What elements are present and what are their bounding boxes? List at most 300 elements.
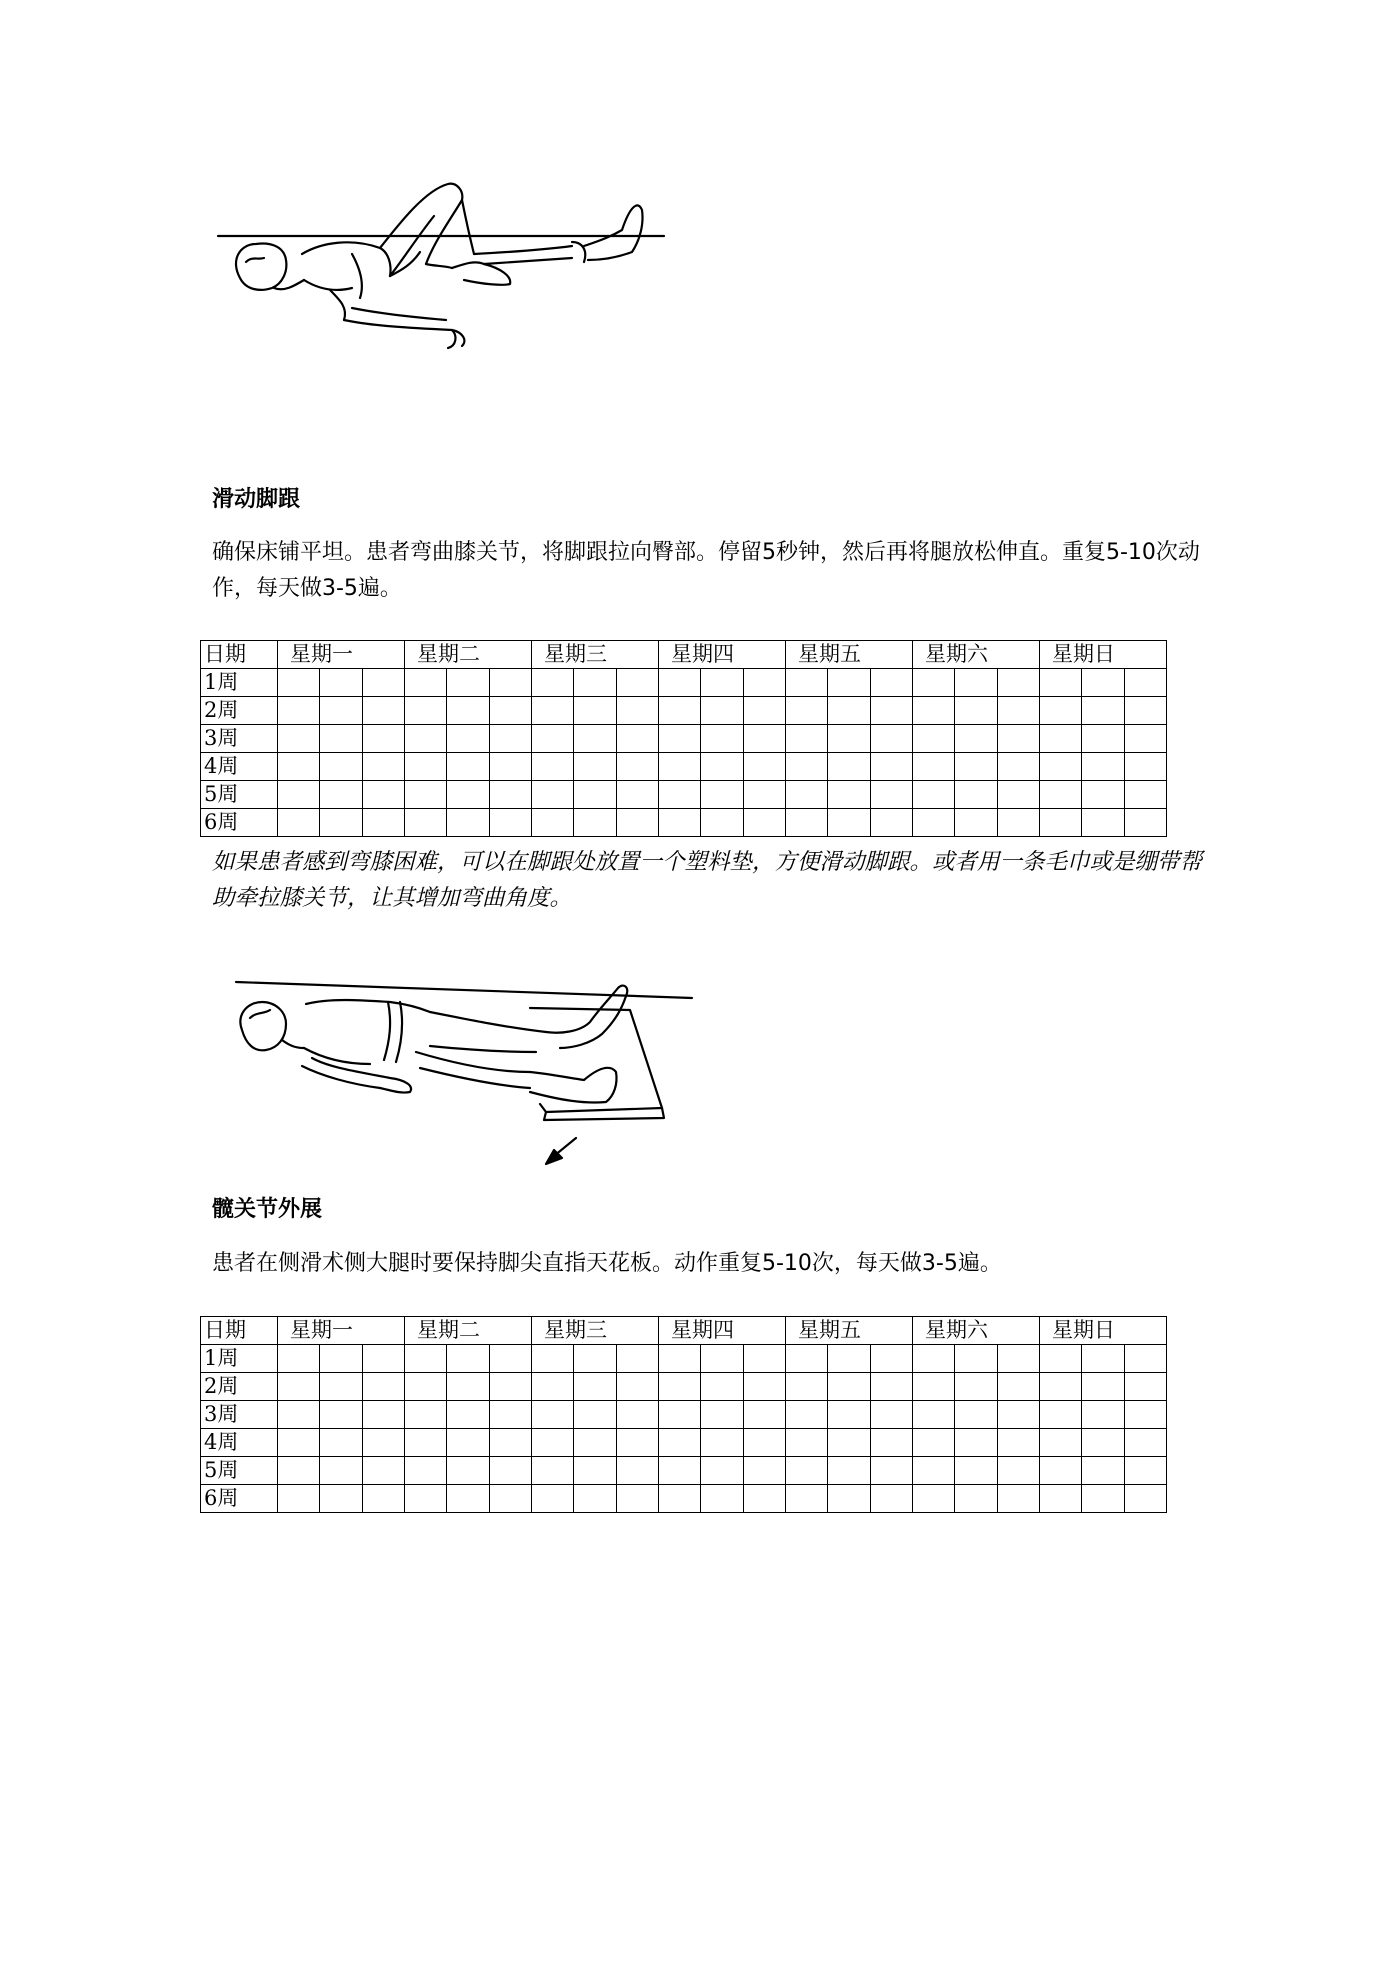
log-checkbox-cell[interactable]: [998, 809, 1040, 837]
log-checkbox-cell[interactable]: [617, 697, 659, 725]
log-checkbox-cell[interactable]: [278, 1373, 320, 1401]
table-row: [201, 753, 1167, 781]
log-checkbox-cell[interactable]: [913, 725, 955, 753]
log-checkbox-cell[interactable]: [1125, 809, 1167, 837]
log-checkbox-cell[interactable]: [532, 669, 574, 697]
log-checkbox-cell[interactable]: [786, 1429, 828, 1457]
log-checkbox-cell[interactable]: [955, 1457, 998, 1485]
log-checkbox-cell[interactable]: [701, 697, 744, 725]
log-checkbox-cell[interactable]: [278, 1345, 320, 1373]
log-checkbox-cell[interactable]: [828, 1429, 871, 1457]
log-checkbox-cell[interactable]: [1040, 809, 1082, 837]
log-checkbox-cell[interactable]: [659, 753, 701, 781]
hip-abduction-illustration: [230, 968, 710, 1168]
person-lying-leg-abduction-icon: [230, 968, 710, 1168]
log-checkbox-cell[interactable]: [1125, 1485, 1167, 1513]
log-checkbox-cell[interactable]: [278, 1457, 320, 1485]
log-checkbox-cell[interactable]: [278, 781, 320, 809]
log-checkbox-cell[interactable]: [998, 1485, 1040, 1513]
table-corner-label: 日期: [201, 641, 278, 669]
log-checkbox-cell[interactable]: [574, 1485, 617, 1513]
table-row: [201, 669, 1167, 697]
table-day-header: 星期四: [659, 641, 786, 669]
log-checkbox-cell[interactable]: [363, 669, 405, 697]
log-checkbox-cell[interactable]: [955, 697, 998, 725]
log-checkbox-cell[interactable]: [617, 1457, 659, 1485]
log-checkbox-cell[interactable]: [320, 669, 363, 697]
section-description-heel-slide: 确保床铺平坦。患者弯曲膝关节，将脚跟拉向臀部。停留5秒钟，然后再将腿放松伸直。重复5-10次动作，每天做3-5遍。: [212, 540, 1200, 601]
log-checkbox-cell[interactable]: [659, 1429, 701, 1457]
log-checkbox-cell[interactable]: [1040, 1457, 1082, 1485]
log-checkbox-cell[interactable]: [871, 1401, 913, 1429]
table-day-header: 星期五: [786, 1317, 913, 1345]
log-checkbox-cell[interactable]: [659, 697, 701, 725]
log-checkbox-cell[interactable]: [1040, 1345, 1082, 1373]
log-checkbox-cell[interactable]: [363, 1345, 405, 1373]
table-day-header: 星期日: [1040, 641, 1167, 669]
log-checkbox-cell[interactable]: [1082, 1485, 1125, 1513]
log-checkbox-cell[interactable]: [913, 669, 955, 697]
log-checkbox-cell[interactable]: [786, 697, 828, 725]
log-checkbox-cell[interactable]: [617, 1373, 659, 1401]
log-checkbox-cell[interactable]: [955, 809, 998, 837]
log-checkbox-cell[interactable]: [1040, 697, 1082, 725]
log-checkbox-cell[interactable]: [1040, 1485, 1082, 1513]
log-checkbox-cell[interactable]: [744, 1429, 786, 1457]
log-checkbox-cell[interactable]: [574, 1429, 617, 1457]
log-checkbox-cell[interactable]: [744, 1373, 786, 1401]
log-checkbox-cell[interactable]: [786, 1457, 828, 1485]
log-checkbox-cell[interactable]: [828, 1373, 871, 1401]
log-checkbox-cell[interactable]: [490, 781, 532, 809]
log-checkbox-cell[interactable]: [701, 1485, 744, 1513]
log-checkbox-cell[interactable]: [1040, 781, 1082, 809]
log-checkbox-cell[interactable]: [871, 809, 913, 837]
log-checkbox-cell[interactable]: [955, 1345, 998, 1373]
person-lying-knee-bent-icon: [212, 180, 702, 380]
log-checkbox-cell[interactable]: [1082, 753, 1125, 781]
log-checkbox-cell[interactable]: [405, 753, 447, 781]
log-checkbox-cell[interactable]: [998, 1429, 1040, 1457]
log-checkbox-cell[interactable]: [574, 1457, 617, 1485]
table-week-label: 5周: [201, 1457, 278, 1485]
log-checkbox-cell[interactable]: [320, 1373, 363, 1401]
exercise-log-table-heel-slide: [200, 640, 1167, 837]
log-checkbox-cell[interactable]: [786, 1345, 828, 1373]
log-checkbox-cell[interactable]: [744, 1457, 786, 1485]
log-checkbox-cell[interactable]: [659, 781, 701, 809]
log-checkbox-cell[interactable]: [405, 1485, 447, 1513]
log-checkbox-cell[interactable]: [532, 725, 574, 753]
table-row: [201, 1373, 1167, 1401]
log-checkbox-cell[interactable]: [828, 1485, 871, 1513]
exercise-log-table-hip-abduction: [200, 1316, 1167, 1513]
log-checkbox-cell[interactable]: [744, 725, 786, 753]
log-checkbox-cell[interactable]: [363, 809, 405, 837]
log-checkbox-cell[interactable]: [320, 753, 363, 781]
log-checkbox-cell[interactable]: [320, 1429, 363, 1457]
log-checkbox-cell[interactable]: [405, 1401, 447, 1429]
log-checkbox-cell[interactable]: [617, 1485, 659, 1513]
table-week-label: 2周: [201, 1373, 278, 1401]
log-checkbox-cell[interactable]: [532, 1345, 574, 1373]
log-checkbox-cell[interactable]: [447, 725, 490, 753]
log-checkbox-cell[interactable]: [532, 1457, 574, 1485]
table-week-label: 3周: [201, 1401, 278, 1429]
log-checkbox-cell[interactable]: [1082, 1457, 1125, 1485]
log-checkbox-cell[interactable]: [828, 697, 871, 725]
log-checkbox-cell[interactable]: [955, 1485, 998, 1513]
log-checkbox-cell[interactable]: [1125, 725, 1167, 753]
log-checkbox-cell[interactable]: [871, 669, 913, 697]
log-checkbox-cell[interactable]: [659, 1401, 701, 1429]
log-checkbox-cell[interactable]: [828, 1401, 871, 1429]
log-checkbox-cell[interactable]: [532, 809, 574, 837]
table-day-header: 星期二: [405, 1317, 532, 1345]
log-checkbox-cell[interactable]: [701, 1429, 744, 1457]
log-checkbox-cell[interactable]: [490, 697, 532, 725]
log-checkbox-cell[interactable]: [447, 1401, 490, 1429]
log-checkbox-cell[interactable]: [278, 725, 320, 753]
log-checkbox-cell[interactable]: [447, 1373, 490, 1401]
log-checkbox-cell[interactable]: [617, 809, 659, 837]
log-checkbox-cell[interactable]: [532, 1429, 574, 1457]
log-checkbox-cell[interactable]: [998, 1373, 1040, 1401]
log-checkbox-cell[interactable]: [574, 1401, 617, 1429]
log-checkbox-cell[interactable]: [320, 1457, 363, 1485]
log-checkbox-cell[interactable]: [532, 1373, 574, 1401]
log-checkbox-cell[interactable]: [659, 725, 701, 753]
log-checkbox-cell[interactable]: [871, 1429, 913, 1457]
log-checkbox-cell[interactable]: [490, 1373, 532, 1401]
log-checkbox-cell[interactable]: [1082, 725, 1125, 753]
log-checkbox-cell[interactable]: [744, 669, 786, 697]
log-checkbox-cell[interactable]: [998, 697, 1040, 725]
table-week-label: 6周: [201, 1485, 278, 1513]
table-day-header: 星期三: [532, 641, 659, 669]
log-checkbox-cell[interactable]: [574, 753, 617, 781]
log-checkbox-cell[interactable]: [278, 753, 320, 781]
log-checkbox-cell[interactable]: [574, 781, 617, 809]
heel-slide-illustration: [212, 180, 702, 380]
log-checkbox-cell[interactable]: [278, 1485, 320, 1513]
log-checkbox-cell[interactable]: [701, 725, 744, 753]
log-checkbox-cell[interactable]: [744, 781, 786, 809]
log-checkbox-cell[interactable]: [405, 725, 447, 753]
log-checkbox-cell[interactable]: [913, 1373, 955, 1401]
log-checkbox-cell[interactable]: [1040, 725, 1082, 753]
log-checkbox-cell[interactable]: [1082, 1401, 1125, 1429]
log-checkbox-cell[interactable]: [701, 753, 744, 781]
log-checkbox-cell[interactable]: [786, 809, 828, 837]
log-checkbox-cell[interactable]: [1040, 669, 1082, 697]
log-checkbox-cell[interactable]: [913, 1345, 955, 1373]
log-checkbox-cell[interactable]: [1125, 1429, 1167, 1457]
log-checkbox-cell[interactable]: [363, 1485, 405, 1513]
log-checkbox-cell[interactable]: [363, 1457, 405, 1485]
log-checkbox-cell[interactable]: [786, 725, 828, 753]
log-checkbox-cell[interactable]: [490, 669, 532, 697]
log-checkbox-cell[interactable]: [998, 1457, 1040, 1485]
log-checkbox-cell[interactable]: [913, 1401, 955, 1429]
table-week-label: 5周: [201, 781, 278, 809]
log-checkbox-cell[interactable]: [913, 781, 955, 809]
log-checkbox-cell[interactable]: [574, 725, 617, 753]
log-checkbox-cell[interactable]: [701, 809, 744, 837]
table-row: [201, 1429, 1167, 1457]
table-corner-label: 日期: [201, 1317, 278, 1345]
log-checkbox-cell[interactable]: [1125, 1345, 1167, 1373]
log-checkbox-cell[interactable]: [1040, 1429, 1082, 1457]
log-checkbox-cell[interactable]: [871, 1457, 913, 1485]
log-checkbox-cell[interactable]: [659, 1485, 701, 1513]
log-checkbox-cell[interactable]: [363, 725, 405, 753]
log-checkbox-cell[interactable]: [363, 1429, 405, 1457]
table-row: [201, 1457, 1167, 1485]
table-day-header: 星期六: [913, 1317, 1040, 1345]
log-checkbox-cell[interactable]: [363, 753, 405, 781]
table-week-label: 6周: [201, 809, 278, 837]
log-checkbox-cell[interactable]: [913, 753, 955, 781]
log-checkbox-cell[interactable]: [532, 697, 574, 725]
table-week-label: 1周: [201, 1345, 278, 1373]
log-checkbox-cell[interactable]: [320, 1401, 363, 1429]
log-checkbox-cell[interactable]: [405, 669, 447, 697]
log-checkbox-cell[interactable]: [828, 1345, 871, 1373]
log-checkbox-cell[interactable]: [320, 725, 363, 753]
log-checkbox-cell[interactable]: [1125, 1457, 1167, 1485]
log-checkbox-cell[interactable]: [744, 753, 786, 781]
log-checkbox-cell[interactable]: [532, 781, 574, 809]
log-checkbox-cell[interactable]: [617, 1345, 659, 1373]
log-checkbox-cell[interactable]: [871, 1373, 913, 1401]
table-day-header: 星期五: [786, 641, 913, 669]
log-checkbox-cell[interactable]: [913, 1429, 955, 1457]
log-checkbox-cell[interactable]: [998, 753, 1040, 781]
log-checkbox-cell[interactable]: [744, 1345, 786, 1373]
log-checkbox-cell[interactable]: [659, 809, 701, 837]
log-checkbox-cell[interactable]: [1082, 697, 1125, 725]
log-checkbox-cell[interactable]: [955, 1401, 998, 1429]
section-description-hip-abduction: 患者在侧滑术侧大腿时要保持脚尖直指天花板。动作重复5-10次，每天做3-5遍。: [212, 1251, 1002, 1276]
table-week-label: 4周: [201, 1429, 278, 1457]
log-checkbox-cell[interactable]: [701, 1373, 744, 1401]
table-row: [201, 1345, 1167, 1373]
log-checkbox-cell[interactable]: [447, 1457, 490, 1485]
log-checkbox-cell[interactable]: [1082, 1429, 1125, 1457]
log-checkbox-cell[interactable]: [913, 1457, 955, 1485]
log-checkbox-cell[interactable]: [871, 781, 913, 809]
log-checkbox-cell[interactable]: [405, 1345, 447, 1373]
log-checkbox-cell[interactable]: [1125, 1401, 1167, 1429]
log-checkbox-cell[interactable]: [871, 753, 913, 781]
log-checkbox-cell[interactable]: [490, 1345, 532, 1373]
table-row: [201, 1485, 1167, 1513]
log-checkbox-cell[interactable]: [447, 809, 490, 837]
log-checkbox-cell[interactable]: [871, 697, 913, 725]
log-checkbox-cell[interactable]: [955, 669, 998, 697]
log-checkbox-cell[interactable]: [447, 1345, 490, 1373]
log-checkbox-cell[interactable]: [1125, 697, 1167, 725]
log-checkbox-cell[interactable]: [871, 725, 913, 753]
log-checkbox-cell[interactable]: [998, 1401, 1040, 1429]
log-checkbox-cell[interactable]: [447, 669, 490, 697]
log-checkbox-cell[interactable]: [490, 809, 532, 837]
log-checkbox-cell[interactable]: [617, 781, 659, 809]
log-checkbox-cell[interactable]: [786, 669, 828, 697]
log-checkbox-cell[interactable]: [913, 697, 955, 725]
log-checkbox-cell[interactable]: [1082, 1345, 1125, 1373]
log-checkbox-cell[interactable]: [278, 669, 320, 697]
log-checkbox-cell[interactable]: [828, 753, 871, 781]
log-checkbox-cell[interactable]: [786, 781, 828, 809]
table-day-header: 星期四: [659, 1317, 786, 1345]
table-day-header: 星期一: [278, 641, 405, 669]
table-header-row: [201, 1317, 1167, 1345]
section-heading-hip-abduction: 髋关节外展: [212, 1197, 323, 1222]
log-checkbox-cell[interactable]: [659, 669, 701, 697]
table-row: [201, 697, 1167, 725]
log-checkbox-cell[interactable]: [278, 1429, 320, 1457]
table-day-header: 星期一: [278, 1317, 405, 1345]
log-checkbox-cell[interactable]: [490, 725, 532, 753]
log-checkbox-cell[interactable]: [1125, 669, 1167, 697]
log-checkbox-cell[interactable]: [998, 725, 1040, 753]
log-checkbox-cell[interactable]: [532, 753, 574, 781]
log-checkbox-cell[interactable]: [701, 781, 744, 809]
log-checkbox-cell[interactable]: [744, 697, 786, 725]
log-checkbox-cell[interactable]: [363, 1373, 405, 1401]
log-checkbox-cell[interactable]: [1125, 753, 1167, 781]
log-checkbox-cell[interactable]: [1125, 1373, 1167, 1401]
log-checkbox-cell[interactable]: [320, 809, 363, 837]
log-checkbox-cell[interactable]: [786, 1373, 828, 1401]
log-checkbox-cell[interactable]: [955, 1373, 998, 1401]
log-checkbox-cell[interactable]: [659, 1373, 701, 1401]
log-checkbox-cell[interactable]: [447, 1429, 490, 1457]
log-checkbox-cell[interactable]: [447, 753, 490, 781]
log-checkbox-cell[interactable]: [744, 1401, 786, 1429]
log-checkbox-cell[interactable]: [786, 1401, 828, 1429]
log-checkbox-cell[interactable]: [1040, 1401, 1082, 1429]
log-checkbox-cell[interactable]: [574, 1345, 617, 1373]
log-checkbox-cell[interactable]: [701, 1457, 744, 1485]
log-checkbox-cell[interactable]: [490, 1429, 532, 1457]
log-checkbox-cell[interactable]: [405, 1429, 447, 1457]
log-checkbox-cell[interactable]: [320, 781, 363, 809]
table-row: [201, 1401, 1167, 1429]
log-checkbox-cell[interactable]: [320, 1345, 363, 1373]
log-checkbox-cell[interactable]: [913, 1485, 955, 1513]
log-checkbox-cell[interactable]: [828, 1457, 871, 1485]
log-checkbox-cell[interactable]: [490, 753, 532, 781]
log-checkbox-cell[interactable]: [659, 1345, 701, 1373]
log-checkbox-cell[interactable]: [701, 1345, 744, 1373]
log-checkbox-cell[interactable]: [574, 669, 617, 697]
log-checkbox-cell[interactable]: [490, 1401, 532, 1429]
log-checkbox-cell[interactable]: [871, 1345, 913, 1373]
log-checkbox-cell[interactable]: [405, 1373, 447, 1401]
log-checkbox-cell[interactable]: [490, 1485, 532, 1513]
log-checkbox-cell[interactable]: [363, 781, 405, 809]
log-checkbox-cell[interactable]: [405, 809, 447, 837]
log-checkbox-cell[interactable]: [955, 725, 998, 753]
log-checkbox-cell[interactable]: [617, 725, 659, 753]
log-checkbox-cell[interactable]: [617, 1401, 659, 1429]
log-checkbox-cell[interactable]: [828, 669, 871, 697]
log-checkbox-cell[interactable]: [1082, 669, 1125, 697]
log-checkbox-cell[interactable]: [617, 669, 659, 697]
log-checkbox-cell[interactable]: [701, 1401, 744, 1429]
log-checkbox-cell[interactable]: [659, 1457, 701, 1485]
log-checkbox-cell[interactable]: [363, 697, 405, 725]
log-checkbox-cell[interactable]: [998, 1345, 1040, 1373]
table-header-row: [201, 641, 1167, 669]
log-checkbox-cell[interactable]: [955, 781, 998, 809]
log-checkbox-cell[interactable]: [1082, 809, 1125, 837]
log-checkbox-cell[interactable]: [617, 1429, 659, 1457]
log-checkbox-cell[interactable]: [786, 1485, 828, 1513]
log-checkbox-cell[interactable]: [532, 1401, 574, 1429]
log-checkbox-cell[interactable]: [913, 809, 955, 837]
log-checkbox-cell[interactable]: [447, 1485, 490, 1513]
log-checkbox-cell[interactable]: [532, 1485, 574, 1513]
log-checkbox-cell[interactable]: [955, 1429, 998, 1457]
table-day-header: 星期日: [1040, 1317, 1167, 1345]
log-checkbox-cell[interactable]: [744, 809, 786, 837]
table-week-label: 1周: [201, 669, 278, 697]
table-week-label: 2周: [201, 697, 278, 725]
table-row: [201, 725, 1167, 753]
log-checkbox-cell[interactable]: [1125, 781, 1167, 809]
log-checkbox-cell[interactable]: [574, 1373, 617, 1401]
log-checkbox-cell[interactable]: [278, 809, 320, 837]
log-checkbox-cell[interactable]: [744, 1485, 786, 1513]
log-checkbox-cell[interactable]: [363, 1401, 405, 1429]
log-checkbox-cell[interactable]: [447, 781, 490, 809]
log-checkbox-cell[interactable]: [1082, 781, 1125, 809]
log-checkbox-cell[interactable]: [617, 753, 659, 781]
log-checkbox-cell[interactable]: [955, 753, 998, 781]
log-checkbox-cell[interactable]: [701, 669, 744, 697]
log-checkbox-cell[interactable]: [828, 809, 871, 837]
log-checkbox-cell[interactable]: [405, 781, 447, 809]
table-day-header: 星期二: [405, 641, 532, 669]
log-checkbox-cell[interactable]: [1040, 1373, 1082, 1401]
log-checkbox-cell[interactable]: [828, 725, 871, 753]
log-checkbox-cell[interactable]: [828, 781, 871, 809]
log-checkbox-cell[interactable]: [574, 697, 617, 725]
log-checkbox-cell[interactable]: [786, 753, 828, 781]
log-checkbox-cell[interactable]: [320, 1485, 363, 1513]
log-checkbox-cell[interactable]: [490, 1457, 532, 1485]
log-checkbox-cell[interactable]: [405, 1457, 447, 1485]
log-checkbox-cell[interactable]: [998, 781, 1040, 809]
log-checkbox-cell[interactable]: [1082, 1373, 1125, 1401]
table-week-label: 4周: [201, 753, 278, 781]
log-checkbox-cell[interactable]: [320, 697, 363, 725]
log-checkbox-cell[interactable]: [278, 1401, 320, 1429]
section-note-heel-slide: 如果患者感到弯膝困难，可以在脚跟处放置一个塑料垫，方便滑动脚跟。或者用一条毛巾或是绷带帮助牵拉膝关节，让其增加弯曲角度。: [212, 849, 1203, 911]
log-checkbox-cell[interactable]: [574, 809, 617, 837]
log-checkbox-cell[interactable]: [998, 669, 1040, 697]
log-checkbox-cell[interactable]: [871, 1485, 913, 1513]
log-checkbox-cell[interactable]: [1040, 753, 1082, 781]
table-row: [201, 781, 1167, 809]
log-checkbox-cell[interactable]: [405, 697, 447, 725]
log-checkbox-cell[interactable]: [447, 697, 490, 725]
log-checkbox-cell[interactable]: [278, 697, 320, 725]
